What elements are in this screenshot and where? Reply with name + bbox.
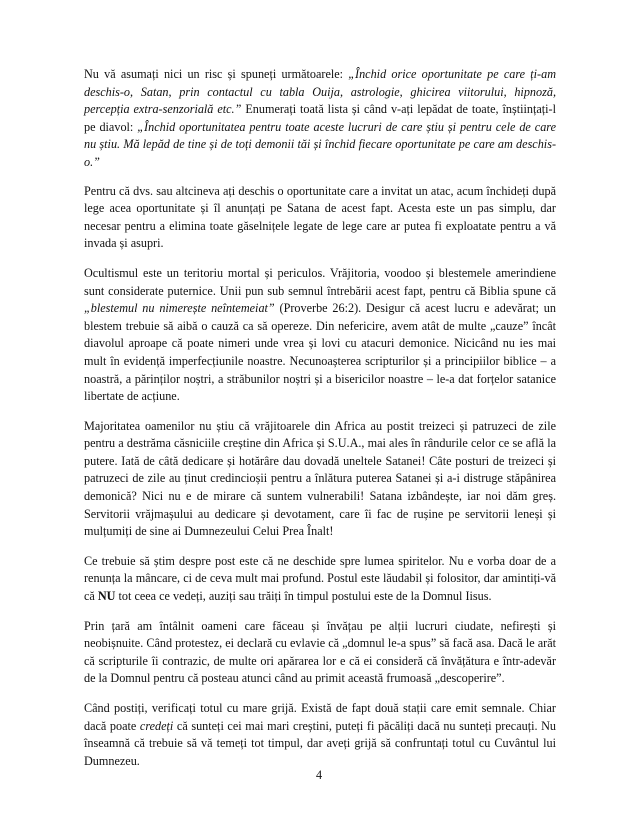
paragraph-strange-teachings <box>84 618 556 688</box>
paragraph-witches-fasting <box>84 418 556 541</box>
text-run: Majoritatea oamenilor nu știu că vrăjitoarele din Africa au postit treizeci și patruzeci de zile pentru a destrăma căsniciile creștine din Africa și S.U.A., mai ales în rândurile celor ce se află la putere. Iată de câtă dedicare și hotărâre dau dovadă uneltele Satanei! Câte posturi de treizeci și patruzeci de zile au ținut credincioșii pentru a înlătura puterea Satanei și a-i distruge stăpânirea demonică? Nici nu e de mirare că suntem vulnerabili! Satana izbândește, iar noi dăm greș. Servitorii vrăjmașului au dedicare și devotament, care îi fac de rușine pe servitorii leneși și mulțumiți de sine ai Dumnezeului Celui Prea Înalt! <box>84 418 556 539</box>
italic-text: „Închid orice oportunitate pe care ți-am deschis-o, Satan, prin contactul cu tabla Ouija, astrologie, ghicirea viitorului, hipnoză, percepția extra-senzorială etc.” <box>84 67 556 117</box>
text-run: Prin țară am întâlnit oameni care făceau și învățau pe alții lucruri ciudate, nefirești și neobișnuite. Când protestez, ei declară cu evlavie că „domnul le-a spus” să facă asa. Dacă le arăt că scripturile îi contrazic, de multe ori apărarea lor e că ei consideră că învățătura e într-adevăr de la Domnul pentru că posteau atunci când au primit această frumoasă „descoperire”. <box>84 618 556 686</box>
page-body <box>84 66 556 782</box>
text-run: că sunteți cei mai mari creștini, puteți fi păcăliți dacă nu sunteți precauți. Nu înseamnă că trebuie să vă temeți tot timpul, dar aveți grijă să confruntați totul cu Cuvântul lui Dumnezeu. <box>84 718 557 768</box>
paragraph-renunciation <box>84 66 556 172</box>
text-run: Ocultismul este un teritoriu mortal și periculos. Vrăjitoria, voodoo și blestemele amerindiene sunt considerate puternice. Unii pun sub semnul întrebării acest fapt, pentru că Biblia spune că <box>84 265 556 298</box>
text-run: Enumerați toată lista și când v-ați lepădat de toate, înștiințați-l pe diavol: <box>84 102 556 134</box>
text-run: tot ceea ce vedeți, auziți sau trăiți în timpul postului este de la Domnul Iisus. <box>115 589 492 604</box>
italic-text: credeți <box>139 718 174 733</box>
text-run: Pentru că dvs. sau altcineva ați deschis o oportunitate care a invitat un atac, acum închideți după lege acea oportunitate și îl anunțați pe Satana de acest fapt. Acesta este un pas simplu, dar necesar pentru a elimina toate găselnițele legate de lege care ar putea fi exploatate pentru a vă invada și asupri. <box>84 183 556 251</box>
text-run: (Proverbe 26:2). Desigur că acest lucru e adevărat; un blestem trebuie să aibă o cauză ca să opereze. Din nefericire, avem atât de multe „cauze” încât diavolul aproape că poate nimeri unde vrea și lovi cu atacuri demonice. Nicicând nu ies mai mult în evidență imperfecțiunile noastre. Necunoașterea scripturilor și a principiilor biblice – a noastră, a părinților noștri, a străbunilor noștri și a bisericilor noastre – le-a dat forțelor satanice libertate de acțiune. <box>84 301 556 404</box>
paragraph-closing-opportunity <box>84 183 556 253</box>
paragraph-occultism <box>84 265 556 406</box>
italic-text: „Închid oportunitatea pentru toate aceste lucruri de care știu și pentru cele de care nu știu. Mă lepăd de tine și de toți demonii tăi și închid fiecare oportunitate pe care am deschis-o.” <box>84 119 556 169</box>
italic-text: „blestemul nu nimerește neîntemeiat” <box>84 301 275 316</box>
paragraph-about-fasting <box>84 553 556 606</box>
text-run: Când postiți, verificați totul cu mare grijă. Există de fapt două stații care emit semnale. Chiar dacă poate <box>84 701 556 733</box>
page-number: 4 <box>315 768 323 782</box>
paragraph-verify-everything <box>84 700 556 770</box>
text-run: Nu vă asumați nici un risc și spuneți următoarele: <box>84 67 349 81</box>
bold-text: NU <box>97 589 116 604</box>
text-run: Ce trebuie să știm despre post este că ne deschide spre lumea spiritelor. Nu e vorba doar de a renunța la mâncare, ci de ceva mult mai profund. Postul este lăudabil și folositor, dar amintiți-vă că <box>84 553 556 604</box>
